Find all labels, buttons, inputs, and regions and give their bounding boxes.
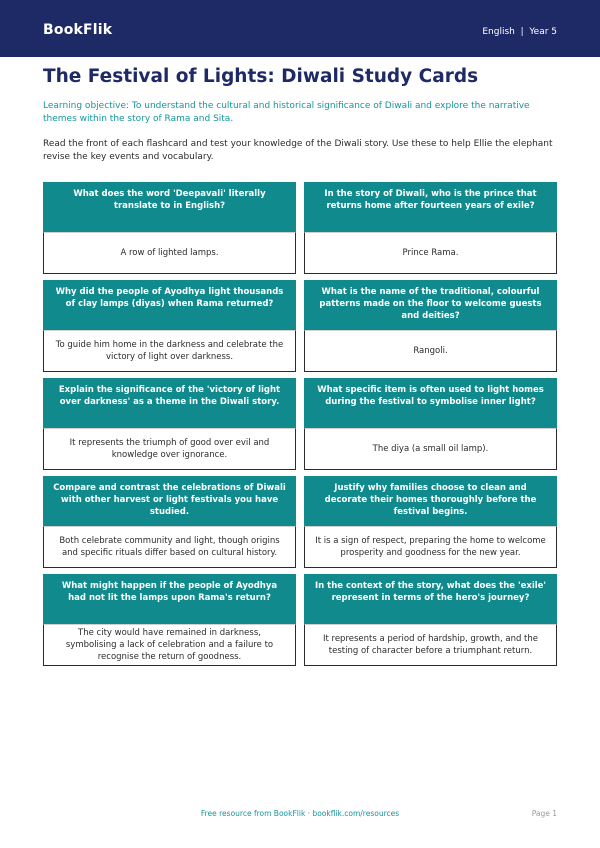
flashcard: [304, 378, 557, 470]
footer-link[interactable]: Free resource from BookFlik · bookflik.com/resources: [200, 809, 400, 818]
card-question: Justify why families choose to clean and decorate their homes thoroughly before the festival begins.: [304, 476, 557, 526]
card-answer: To guide him home in the darkness and celebrate the victory of light over darkness.: [43, 330, 296, 372]
card-answer: Prince Rama.: [304, 232, 557, 274]
card-answer: It is a sign of respect, preparing the home to welcome prosperity and goodness for the new year.: [304, 526, 557, 568]
card-question: Compare and contrast the celebrations of Diwali with other harvest or light festivals you have studied.: [43, 476, 296, 526]
learning-objective: Learning objective: To understand the cultural and historical significance of Diwali and explore the narrative themes within the story of Rama and Sita.: [43, 101, 530, 124]
flashcard: [304, 476, 557, 568]
brand-logo[interactable]: BookFlik: [43, 22, 113, 38]
card-question: What specific item is often used to light homes during the festival to symbolise inner light?: [304, 378, 557, 428]
card-answer: It represents the triumph of good over evil and knowledge over ignorance.: [43, 428, 296, 470]
card-question: Explain the significance of the 'victory of light over darkness' as a theme in the Diwali story.: [43, 378, 296, 428]
card-answer: The city would have remained in darkness, symbolising a lack of celebration and a failure to recognise the return of goodness.: [43, 624, 296, 666]
flashcard: [43, 280, 296, 372]
card-answer: The diya (a small oil lamp).: [304, 428, 557, 470]
card-question: In the context of the story, what does the 'exile' represent in terms of the hero's journey?: [304, 574, 557, 624]
page-number: Page 1: [531, 809, 557, 818]
card-question: What might happen if the people of Ayodhya had not lit the lamps upon Rama's return?: [43, 574, 296, 624]
flashcard: [43, 574, 296, 666]
card-answer: Rangoli.: [304, 330, 557, 372]
flashcard: [304, 182, 557, 274]
page-title: The Festival of Lights: Diwali Study Cards: [43, 66, 479, 87]
flashcard-grid: [43, 182, 557, 666]
flashcard: [304, 574, 557, 666]
card-answer: A row of lighted lamps.: [43, 232, 296, 274]
flashcard: [43, 378, 296, 470]
intro-text: Read the front of each flashcard and test your knowledge of the Diwali story. Use these to help Ellie the elephant revise the key events and vocabulary.: [43, 139, 553, 162]
flashcard: [43, 182, 296, 274]
header-bar: [0, 0, 600, 57]
card-answer: Both celebrate community and light, though origins and specific rituals differ based on cultural history.: [43, 526, 296, 568]
card-question: Why did the people of Ayodhya light thousands of clay lamps (diyas) when Rama returned?: [43, 280, 296, 330]
subject-label: English | Year 5: [482, 27, 557, 37]
flashcard: [304, 280, 557, 372]
card-answer: It represents a period of hardship, growth, and the testing of character before a triumphant return.: [304, 624, 557, 666]
card-question: In the story of Diwali, who is the prince that returns home after fourteen years of exile?: [304, 182, 557, 232]
card-question: What is the name of the traditional, colourful patterns made on the floor to welcome guests and deities?: [304, 280, 557, 330]
card-question: What does the word 'Deepavali' literally translate to in English?: [43, 182, 296, 232]
flashcard: [43, 476, 296, 568]
